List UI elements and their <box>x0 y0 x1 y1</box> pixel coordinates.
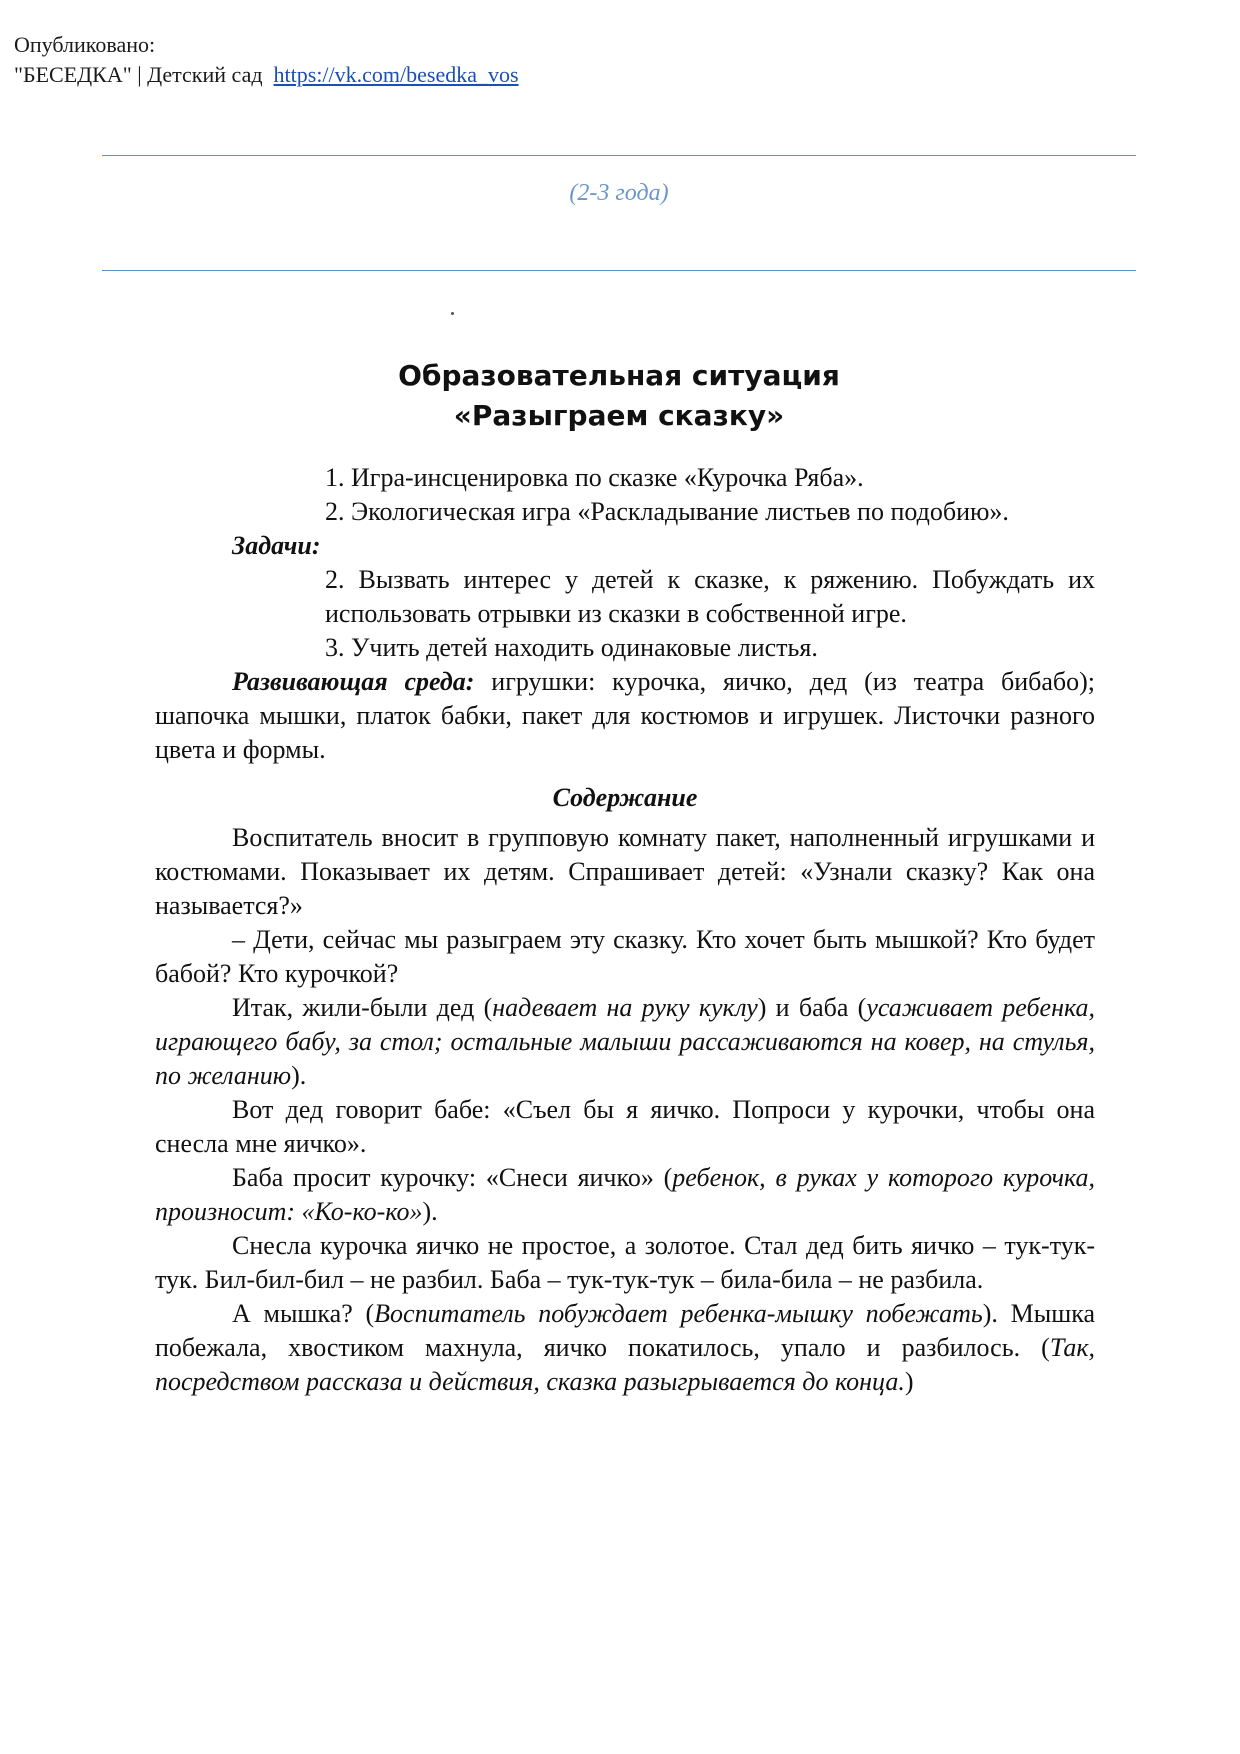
title-line-1: Образовательная ситуация <box>398 359 840 392</box>
paragraph-4: Вот дед говорит бабе: «Съел бы я яичко. Попроси у курочки, чтобы она снесла мне яичко». <box>155 1095 1095 1158</box>
environment-label: Развивающая среда: <box>232 667 475 696</box>
paragraph-1: Воспитатель вносит в групповую комнату пакет, наполненный игрушками и костюмами. Показывает их детям. Спрашивает детей: «Узнали сказку? Как она называется?» <box>155 823 1095 920</box>
published-label: Опубликовано: <box>14 32 156 57</box>
publisher-line <box>14 60 519 90</box>
tasks-heading: Задачи: <box>232 531 321 560</box>
p5-italic-b: ребенок, в руках у которого курочка, произносит: «Ко-ко-ко» <box>155 1163 1095 1226</box>
task-1: 2. Вызвать интерес у детей к сказке, к ряжению. Побуждать их использовать отрывки из сказки в собственной игре. <box>325 565 1095 628</box>
paragraph-2: – Дети, сейчас мы разыграем эту сказку. Кто хочет быть мышкой? Кто будет бабой? Кто курочкой? <box>155 925 1095 988</box>
p7-text-e: ) <box>904 1367 914 1396</box>
paragraph-3 <box>155 991 1095 1093</box>
p7-text-a: А мышка? ( <box>232 1299 375 1328</box>
environment-paragraph <box>155 665 1095 767</box>
activity-2: 2. Экологическая игра «Раскладывание листьев по подобию». <box>325 497 1009 526</box>
document-body <box>155 461 1095 1399</box>
p7-italic-d: Так, посредством рассказа и действия, сказка разыгрывается до конца. <box>155 1333 1095 1396</box>
task-2: 3. Учить детей находить одинаковые листья. <box>325 633 818 662</box>
top-divider <box>102 155 1136 156</box>
publisher-link[interactable]: https://vk.com/besedka_vos <box>273 62 519 87</box>
age-range: (2-3 года) <box>569 180 669 206</box>
stray-dot <box>451 312 454 315</box>
paragraph-5 <box>155 1161 1095 1229</box>
p3-text-c: ) и баба ( <box>757 993 867 1022</box>
publisher-header <box>14 30 519 90</box>
page-title <box>102 356 1136 436</box>
content-heading: Содержание <box>552 783 698 812</box>
paragraph-6: Снесла курочка яичко не простое, а золотое. Стал дед бить яичко – тук-тук-тук. Бил-бил-бил – не разбил. Баба – тук-тук-тук – била-била – не разбила. <box>155 1231 1095 1294</box>
p5-text-c: ). <box>422 1197 438 1226</box>
p3-text-e: ). <box>291 1061 307 1090</box>
p5-text-a: Баба просит курочку: «Снеси яичко» ( <box>232 1163 673 1192</box>
title-line-2: «Разыграем сказку» <box>453 399 785 432</box>
activity-1: 1. Игра-инсценировка по сказке «Курочка Ряба». <box>325 463 864 492</box>
p3-italic-d: усаживает ребенка, играющего бабу, за стол; остальные малыши рассаживаются на ковер, на стулья, по желанию <box>155 993 1095 1090</box>
p7-text-c: ). Мышка побежала, хвостиком махнула, яичко покатилось, упало и разбилось. ( <box>155 1299 1095 1362</box>
publisher-name: "БЕСЕДКА" | Детский сад <box>14 62 263 87</box>
p3-italic-b: надевает на руку куклу <box>492 993 758 1022</box>
environment-text: игрушки: курочка, яичко, дед (из театра бибабо); шапочка мышки, платок бабки, пакет для костюмов и игрушек. Листочки разного цвета и формы. <box>155 667 1095 764</box>
paragraph-7 <box>155 1297 1095 1399</box>
p3-text-a: Итак, жили-были дед ( <box>232 993 493 1022</box>
p7-italic-b: Воспитатель побуждает ребенка-мышку побежать <box>374 1299 983 1328</box>
bottom-divider <box>102 270 1136 271</box>
